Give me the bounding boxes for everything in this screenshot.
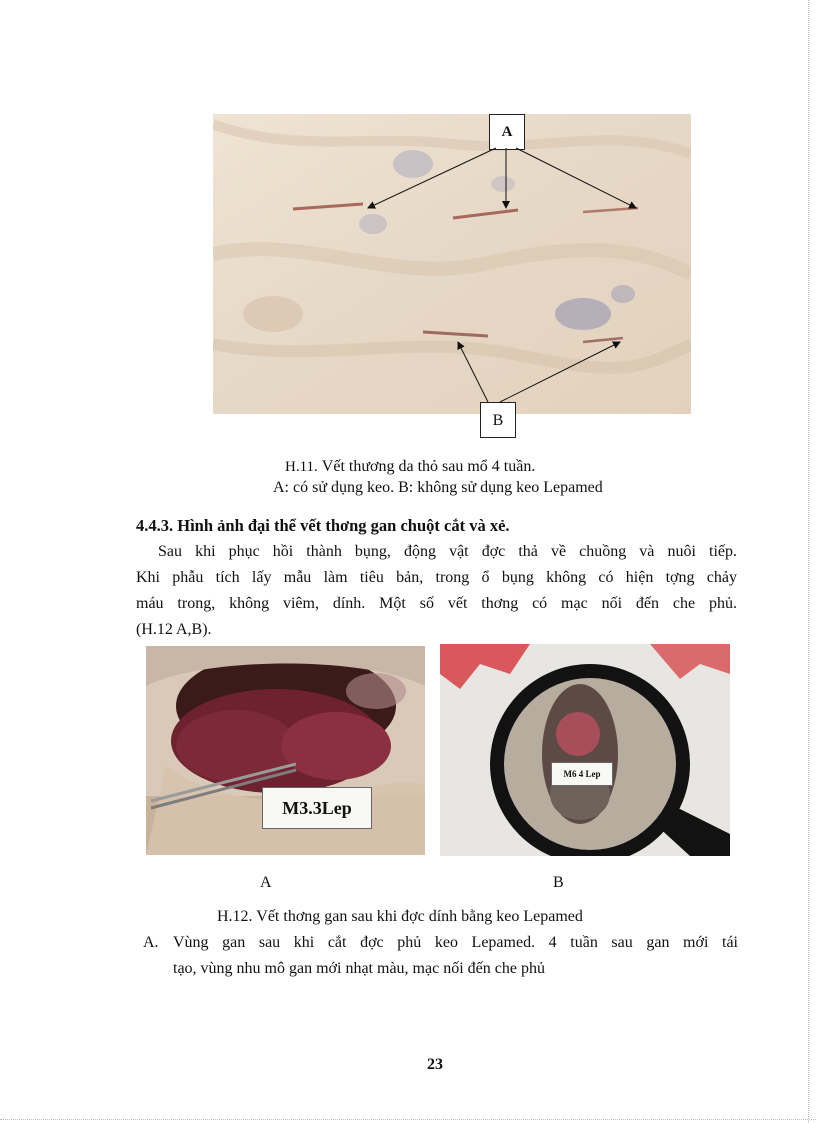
figure-label-a: A [489,114,525,150]
list-marker-a: A. [143,934,159,951]
list-item-a-line-2: tạo, vùng nhu mô gan mới nhạt màu, mạc nối đến che phủ [173,960,545,977]
page-number: 23 [427,1056,443,1073]
specimen-tag-b: M6 4 Lep [551,762,613,786]
paragraph-line-4: (H.12 A,B). [136,621,212,638]
section-heading: 4.4.3. Hình ảnh đại thể vết thơng gan chuột cắt và xẻ. [136,516,510,535]
paragraph-line-3: máu trong, không viêm, dính. Một số vết thơng có mạc nối đến che phủ. [136,595,737,612]
figure11-caption-prefix: H.11. [285,459,318,475]
figure11-caption-detail: A: có sử dụng keo. B: không sử dụng keo Lepamed [273,479,603,496]
figure12-caption: H.12. Vết thơng gan sau khi đợc dính bằng keo Lepamed [217,908,583,925]
list-item-a-line-1: Vùng gan sau khi cắt đợc phủ keo Lepamed. 4 tuần sau gan mới tái [173,934,738,951]
rabbit-skin-wound-photo [213,114,691,414]
figure-label-b: B [480,402,516,438]
specimen-tag-a: M3.3Lep [262,787,372,829]
figure12-sublabel-a: A [260,874,272,891]
paragraph-line-1: Sau khi phục hồi thành bụng, động vật đợc thả về chuồng và nuôi tiếp. [158,543,737,560]
figure11-caption-title [285,458,535,476]
figure11-caption-text: Vết thương da thỏ sau mổ 4 tuần. [321,458,536,475]
figure12-sublabel-b: B [553,874,564,891]
liver-photo-b [440,644,730,856]
page-border-right [808,0,809,1123]
paragraph-line-2: Khi phẫu tích lấy mẫu làm tiêu bản, trong ổ bụng không có hiện tợng chảy [136,569,737,586]
page-border-bottom [0,1119,816,1120]
